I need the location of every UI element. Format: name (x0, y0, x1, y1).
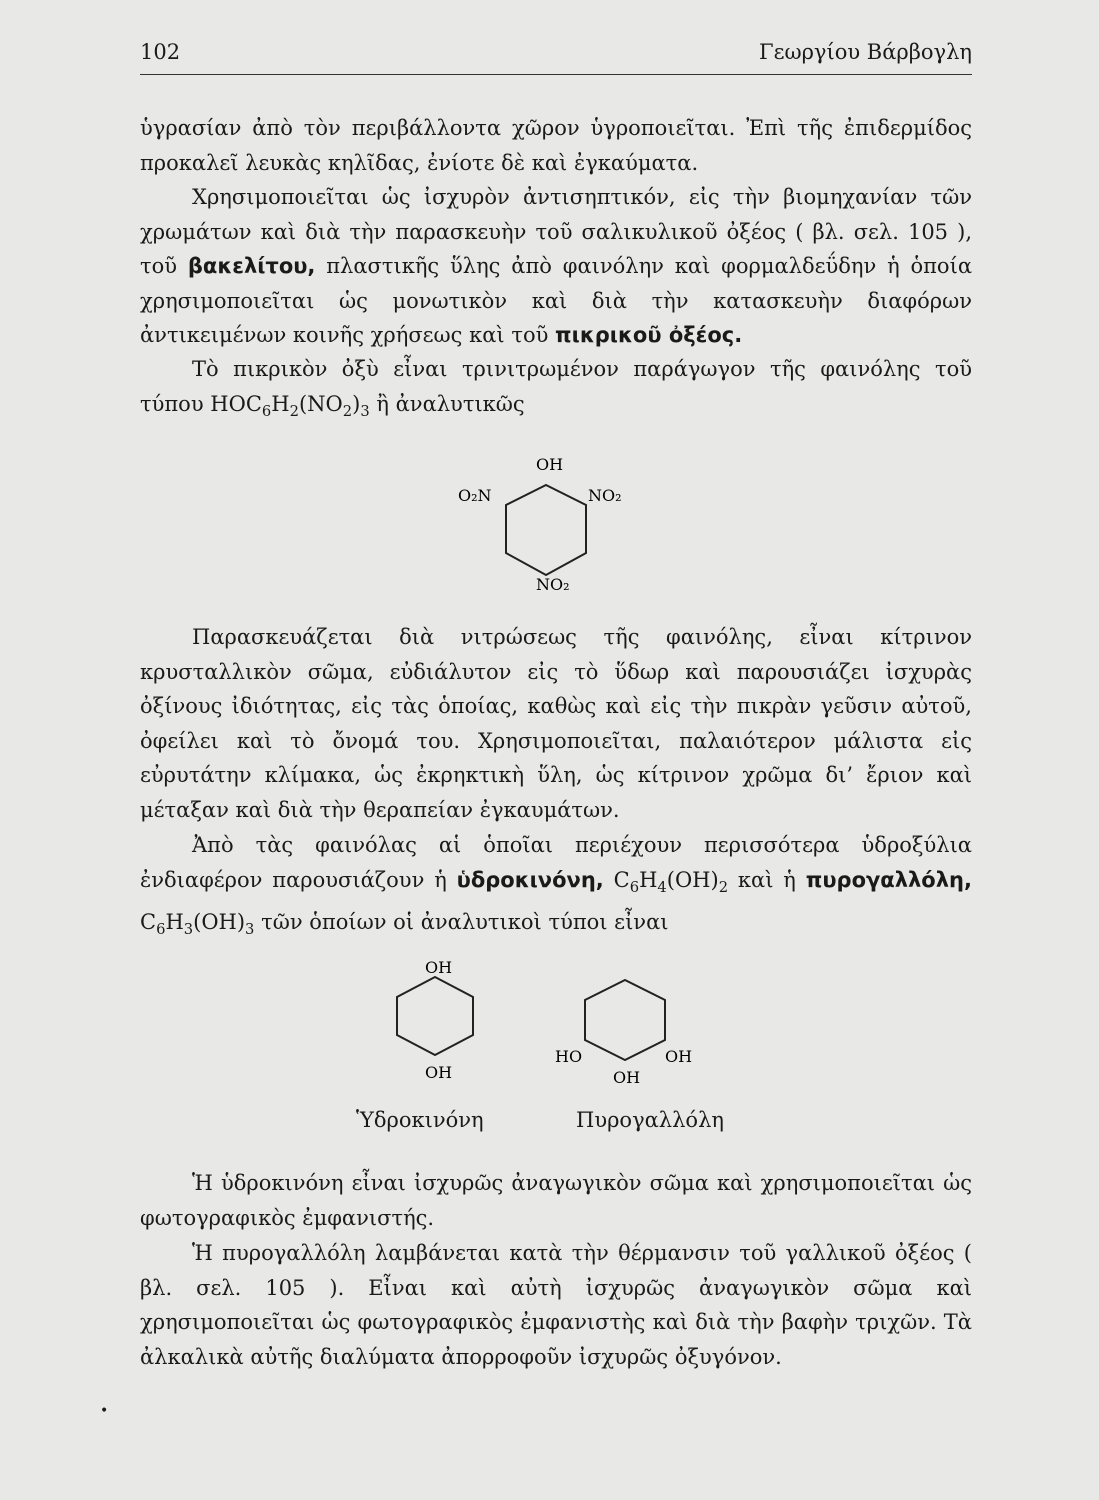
para3-text-1: Τὸ πικρικὸν ὀξὺ εἶναι τρινιτρωμένον παράγωγον τῆς φαινόλης τοῦ τύπου (140, 357, 972, 416)
para2-text-1: Χρησιμοποιεῖται ὡς ἰσχυρὸν ἀντισηπτικόν, εἰς τὴν βιομηχανίαν τῶν χρωμάτων καὶ διὰ τὴν παρασκευὴν τοῦ σαλικυλικοῦ ὀξέος ( βλ. σελ. 105 ), τοῦ (140, 185, 972, 278)
picric-acid-term: πικρικοῦ ὀξέος. (555, 323, 743, 347)
pyrogallol-ho-label: HO (555, 1047, 583, 1066)
picric-ring (506, 485, 586, 575)
pyrogallol-oh-right-label: OH (665, 1047, 693, 1066)
margin-mark: • (100, 1403, 109, 1419)
hydroquinone-structure (380, 955, 520, 1105)
page-number: 102 (140, 40, 181, 64)
pyrogallol-term: πυρογαλλόλη, (805, 867, 972, 892)
pyrogallol-ring (585, 980, 665, 1060)
bakelite-term: βακελίτου, (187, 254, 316, 278)
para5-text-1: Ἀπὸ τὰς φαινόλας αἱ ὁποῖαι περιέχουν περισσότερα ὑδροξύλια ἐνδιαφέρον παρουσιάζουν ἡ (140, 833, 972, 892)
paragraph-7: Ἡ πυρογαλλόλη λαμβάνεται κατὰ τὴν θέρμανσιν τοῦ γαλλικοῦ ὀξέος ( βλ. σελ. 105 ). Εἶναι καὶ αὐτὴ ἰσχυρῶς ἀναγωγικὸν σῶμα καὶ χρησιμοποιεῖται ὡς φωτογραφικὸς ἐμφανιστὴς καὶ διὰ τὴν βαφὴν τριχῶν. Τὰ ἀλκαλικὰ αὐτῆς διαλύματα ἀπορροφοῦν ἰσχυρῶς ὀξυγόνον. (140, 1241, 972, 1369)
paragraph-4: Παρασκευάζεται διὰ νιτρώσεως τῆς φαινόλης, εἶναι κίτρινον κρυσταλλικὸν σῶμα, εὐδιάλυτον εἰς τὸ ὕδωρ καὶ παρουσιάζει ἰσχυρὰς ὀξίνους ἰδιότητας, εἰς τὰς ὁποίας, καθὼς καὶ εἰς τὴν πικρὰν γεῦσιν αὐτοῦ, ὀφείλει καὶ τὸ ὄνομά του. Χρησιμοποιεῖται, παλαιότερον μάλιστα εἰς εὐρυτάτην κλίμακα, ὡς ἐκρηκτικὴ ὕλη, ὡς κίτρινον χρῶμα δι’ ἔριον καὶ μέταξαν καὶ διὰ τὴν θεραπείαν ἐγκαυμάτων. (140, 625, 972, 822)
pyrogallol-caption: Πυρογαλλόλη (576, 1108, 724, 1132)
para5-text-3: τῶν ὁποίων οἱ ἀναλυτικοὶ τύποι εἶναι (261, 910, 669, 935)
pyrogallol-formula: $C_6H_3(OH)_3$ (140, 910, 255, 939)
hydroquinone-formula: $C_6H_4(OH)_2$ (613, 867, 729, 896)
hydroquinone-oh-top-label: OH (425, 958, 453, 977)
paragraph-1: ὑγρασίαν ἀπὸ τὸν περιβάλλοντα χῶρον ὑγροποιεῖται. Ἐπὶ τῆς ἐπιδερμίδος προκαλεῖ λευκὰς κηλῖδας, ἐνίοτε δὲ καὶ ἐγκαύματα. (140, 116, 972, 175)
paragraph-5 (140, 828, 972, 948)
picric-acid-structure (440, 445, 680, 595)
hydroquinone-ring (397, 977, 473, 1055)
picric-no2-bottom-label: NO₂ (536, 575, 570, 594)
header-rule (140, 74, 972, 75)
paragraph-3 (140, 352, 972, 429)
page-header (140, 40, 972, 70)
para3-text-2: ἢ ἀναλυτικῶς (376, 391, 525, 416)
para2-text-2: πλαστικῆς ὕλης ἀπὸ φαινόλην καὶ φορμαλδεΰδην ἡ ὁποία χρησιμοποιεῖται ὡς μονωτικὸν καὶ διὰ τὴν κατασκευὴν διαφόρων ἀντικειμένων κοινῆς χρήσεως καὶ τοῦ (140, 254, 972, 347)
hydroquinone-term: ὑδροκινόνη, (456, 867, 604, 892)
paragraph-6: Ἡ ὑδροκινόνη εἶναι ἰσχυρῶς ἀναγωγικὸν σῶμα καὶ χρησιμοποιεῖται ὡς φωτογραφικὸς ἐμφανιστής. (140, 1171, 972, 1230)
hydroquinone-oh-bottom-label: OH (425, 1063, 453, 1082)
para5-text-2: καὶ ἡ (737, 867, 796, 892)
picric-oh-label: OH (536, 455, 564, 474)
running-head: Γεωργίου Βάρβογλη (759, 40, 972, 64)
picric-o2n-label: O₂N (458, 486, 492, 505)
pyrogallol-structure (545, 960, 725, 1100)
pyrogallol-oh-bottom-label: OH (613, 1068, 641, 1087)
paragraph-2 (140, 180, 972, 353)
hydroquinone-caption: Ὑδροκινόνη (356, 1108, 484, 1132)
picric-no2-right-label: NO₂ (588, 486, 622, 505)
picric-formula: $HOC_6H_2(NO_2)_3$ (210, 391, 370, 420)
